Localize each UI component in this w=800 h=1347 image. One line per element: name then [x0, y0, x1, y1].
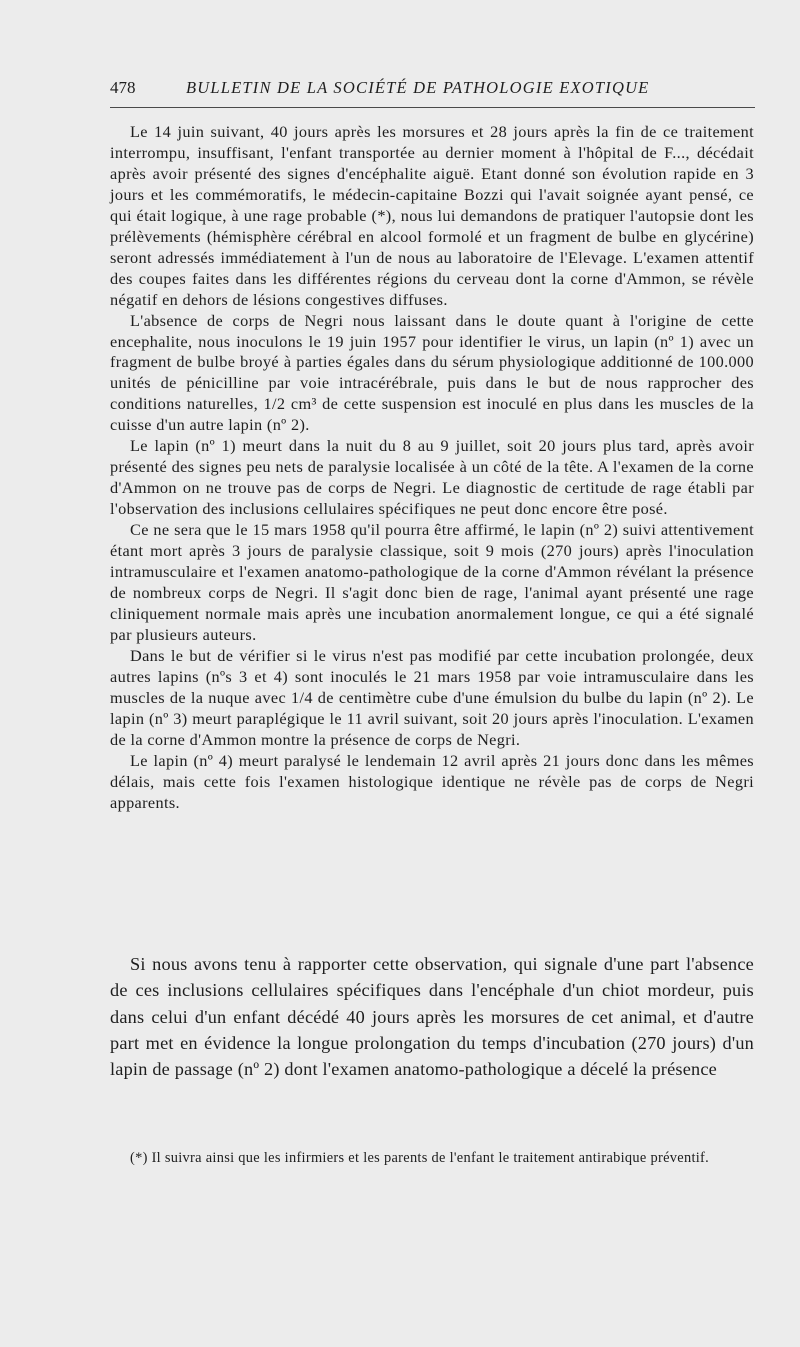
paragraph: Le lapin (nº 1) meurt dans la nuit du 8 au 9 juillet, soit 20 jours plus tard, après avoir présenté des signes peu nets de paralysie localisée à un côté de la tête. A l'examen de la corne d'Ammon on ne trouve pas de corps de Negri. Le diagnostic de certitude de rage établi par l'observation des inclusions cellulaires spécifiques ne peut donc encore être posé.: [110, 436, 754, 519]
conclusion-paragraph: Si nous avons tenu à rapporter cette observation, qui signale d'une part l'absence de ces inclusions cellulaires spécifiques dans l'encéphale d'un chiot mordeur, puis dans celui d'un enfant décédé 40 jours après les morsures de cet animal, et d'autre part met en évidence la longue prolongation du temps d'incubation (270 jours) d'un lapin de passage (nº 2) dont l'examen anatomo-pathologique a décelé la présence: [110, 954, 754, 1080]
page-header: [110, 78, 755, 102]
paragraph: Ce ne sera que le 15 mars 1958 qu'il pourra être affirmé, le lapin (nº 2) suivi attentivement étant mort après 3 jours de paralysie classique, soit 9 mois (270 jours) après l'inoculation intramusculaire et l'examen anatomo-pathologique de la corne d'Ammon révélant la présence de nombreux corps de Negri. Il s'agit donc bien de rage, l'animal ayant présenté une rage cliniquement normale mais après une incubation anormalement longue, ce qui a été signalé par plusieurs auteurs.: [110, 520, 754, 644]
observation-text: [110, 122, 754, 813]
paragraph: Dans le but de vérifier si le virus n'est pas modifié par cette incubation prolongée, deux autres lapins (nºs 3 et 4) sont inoculés le 21 mars 1958 par voie intramusculaire dans les muscles de la nuque avec 1/4 de centimètre cube d'une émulsion du bulbe du lapin (nº 2). Le lapin (nº 3) meurt paraplégique le 11 avril suivant, soit 20 jours après l'inoculation. L'examen de la corne d'Ammon montre la présence de corps de Negri.: [110, 645, 754, 749]
paragraph: L'absence de corps de Negri nous laissant dans le doute quant à l'origine de cette encephalite, nous inoculons le 19 juin 1957 pour identifier le virus, un lapin (nº 1) avec un fragment de bulbe broyé à parties égales dans du sérum physiologique additionné de 100.000 unités de pénicilline par voie intracérébrale, puis dans le but de nous rapprocher des conditions naturelles, 1/2 cm³ de cette suspension est inoculé en plus dans les muscles de la cuisse d'un autre lapin (nº 2).: [110, 310, 754, 435]
header-rule: [110, 107, 755, 108]
page-number: 478: [110, 78, 136, 97]
paragraph: Le lapin (nº 4) meurt paralysé le lendemain 12 avril après 21 jours donc dans les mêmes délais, mais cette fois l'examen histologique identique ne révèle pas de corps de Negri apparents.: [110, 750, 754, 812]
paragraph: Le 14 juin suivant, 40 jours après les morsures et 28 jours après la fin de ce traitement interrompu, insuffisant, l'enfant transportée au dernier moment à l'hôpital de F..., décédait après avoir présenté des signes d'encéphalite aiguë. Etant donné son évolution rapide en 3 jours et les commémoratifs, le médecin-capitaine Bozzi qui l'avait soignée ayant pensé, ce qui était logique, à une rage probable (*), nous lui demandons de pratiquer l'autopsie dont les prélèvements (hémisphère cérébral en alcool formolé et un fragment de bulbe en glycérine) seront adressés immédiatement à l'un de nous au laboratoire de l'Elevage. L'examen attentif des coupes faites dans les différentes régions du cerveau dont la corne d'Ammon, se révèle négatif en dehors de lésions congestives diffuses.: [110, 122, 754, 309]
running-head: BULLETIN DE LA SOCIÉTÉ DE PATHOLOGIE EXOTIQUE: [186, 78, 650, 97]
footnote: [110, 1148, 754, 1168]
conclusion-text: [110, 951, 754, 1082]
footnote-text: (*) Il suivra ainsi que les infirmiers et les parents de l'enfant le traitement antirabique préventif.: [130, 1150, 710, 1166]
